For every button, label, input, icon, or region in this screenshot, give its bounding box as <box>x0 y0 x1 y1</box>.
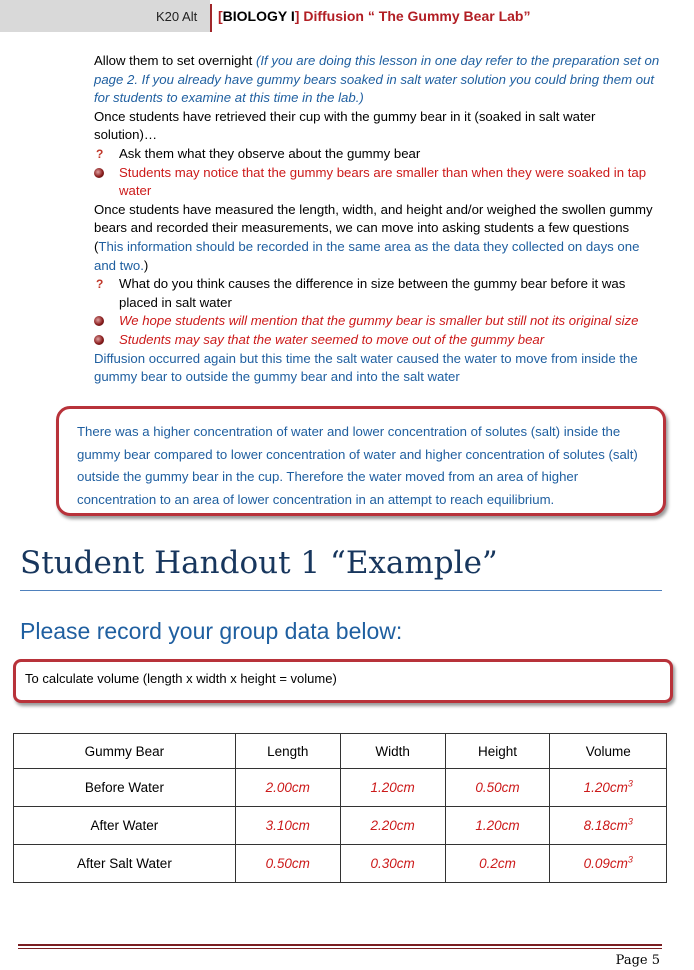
answer-item-original-size: We hope students will mention that the gummy bear is smaller but still not its original size <box>94 312 662 331</box>
length-cell: 3.10cm <box>235 807 340 845</box>
volume-cell: $8.18cm^3$ <box>550 807 667 845</box>
explanation-callout <box>56 406 666 516</box>
paragraph-measured: Once students have measured the length, width, and height and/or weighed the swollen gummy bears and recorded their measurements, we can move into asking students a few questions (This information should be recorded in the same area as the data they collected on days one and two.) <box>94 201 653 273</box>
width-cell: 0.30cm <box>340 845 445 883</box>
width-cell: 1.20cm <box>340 769 445 807</box>
volume-formula-box <box>13 659 673 703</box>
volume-cell: $0.09cm^3$ <box>550 845 667 883</box>
body-text <box>94 52 662 387</box>
volume-cell: $1.20cm^3$ <box>550 769 667 807</box>
paragraph-diffusion: Diffusion occurred again but this time the salt water caused the water to move from inside the gummy bear to outside the gummy bear and into the salt water <box>94 350 638 385</box>
header-divider <box>210 4 212 32</box>
volume-formula-text: To calculate volume (length x width x height = volume) <box>25 671 337 686</box>
table-header-cell: Volume <box>550 734 667 769</box>
table-row <box>14 769 667 807</box>
footer-rule <box>18 948 662 949</box>
height-cell: 0.50cm <box>445 769 550 807</box>
width-cell: 2.20cm <box>340 807 445 845</box>
length-cell: 2.00cm <box>235 769 340 807</box>
data-table <box>13 733 667 883</box>
bullet-icon <box>94 316 104 326</box>
page-number: Page 5 <box>615 953 660 968</box>
table-header-cell: Length <box>235 734 340 769</box>
paragraph-retrieved: Once students have retrieved their cup with the gummy bear in it (soaked in salt water solution)… <box>94 108 596 143</box>
length-cell: 0.50cm <box>235 845 340 883</box>
section-heading: Student Handout 1 “Example” <box>20 545 498 581</box>
table-header-row <box>14 734 667 769</box>
table-header-cell: Gummy Bear <box>14 734 236 769</box>
answer-item-water-moved: Students may say that the water seemed to move out of the gummy bear <box>94 331 662 350</box>
table-header-cell: Height <box>445 734 550 769</box>
table-header-cell: Width <box>340 734 445 769</box>
row-label: After Salt Water <box>14 845 236 883</box>
page-header <box>0 0 694 32</box>
footer-rule <box>18 944 662 946</box>
header-title: [BIOLOGY I] Diffusion “ The Gummy Bear Lab” <box>218 8 531 24</box>
question-mark-icon: ? <box>96 146 104 161</box>
bullet-icon <box>94 335 104 345</box>
subheading: Please record your group data below: <box>20 618 403 644</box>
height-cell: 0.2cm <box>445 845 550 883</box>
callout-text: There was a higher concentration of water and lower concentration of solutes (salt) inside the gummy bear compared to lower concentration of water and higher concentration of solutes (salt) outside the gummy bear in the cup. Therefore the water moved from an area of higher concentration to an area of lower concentration in an attempt to reach equilibrium. <box>77 424 638 507</box>
question-item-cause: ? What do you think causes the difference in size between the gummy bear before it was placed in salt water <box>96 276 626 310</box>
table-row <box>14 807 667 845</box>
row-label: After Water <box>14 807 236 845</box>
answer-item-smaller: Students may notice that the gummy bears are smaller than when they were soaked in tap water <box>94 164 662 201</box>
question-item-observe: ? Ask them what they observe about the gummy bear <box>94 145 662 164</box>
bullet-icon <box>94 168 104 178</box>
heading-rule <box>20 590 662 591</box>
paragraph-overnight: Allow them to set overnight (If you are doing this lesson in one day refer to the preparation set on page 2. If you already have gummy bears soaked in salt water solution you could bring them out for students to examine at this time in the lab.) <box>94 53 660 106</box>
header-left-label: K20 Alt <box>156 9 198 24</box>
row-label: Before Water <box>14 769 236 807</box>
question-mark-icon: ? <box>96 277 104 292</box>
height-cell: 1.20cm <box>445 807 550 845</box>
table-row <box>14 845 667 883</box>
